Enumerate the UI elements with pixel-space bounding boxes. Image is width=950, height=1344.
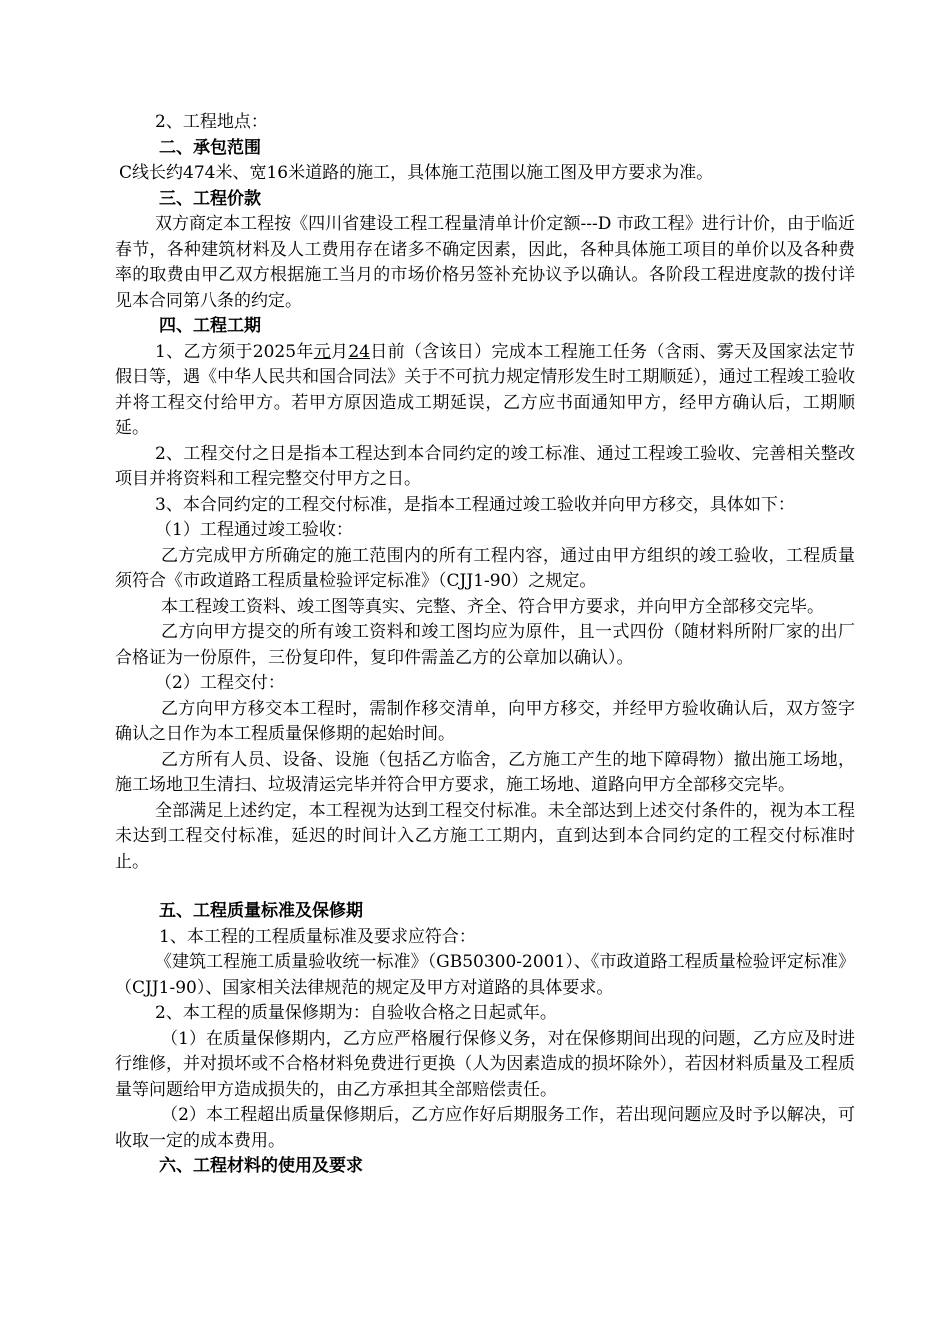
- paragraph: 乙方向甲方提交的所有竣工资料和竣工图均应为原件，且一式四份（随材料所附厂家的出厂合格证为一份原件，三份复印件，复印件需盖乙方的公章加以确认）。: [115, 622, 855, 668]
- paragraph: 乙方所有人员、设备、设施（包括乙方临舍，乙方施工产生的地下障碍物）撤出施工场地，施工场地卫生清扫、垃圾清运完毕并符合甲方要求，施工场地、道路向甲方全部移交完毕。: [115, 749, 855, 795]
- paragraph: 双方商定本工程按《四川省建设工程工程量清单计价定额---D 市政工程》进行计价，由于临近春节，各种建筑材料及人工费用存在诸多不确定因素，因此，各种具体施工项目的单价以及各种费率的取费由甲乙双方根据施工当月的市场价格另签补充协议予以确认。各阶段工程进度款的拨付详见本合同第八条的约定。: [115, 214, 855, 311]
- paragraph: C线长约474米、宽16米道路的施工，具体施工范围以施工图及甲方要求为准。: [119, 163, 714, 183]
- section-heading: 二、承包范围: [159, 137, 261, 158]
- paragraph: [115, 340, 855, 442]
- paragraph: 乙方完成甲方所确定的施工范围内的所有工程内容，通过由甲方组织的竣工验收，工程质量须符合《市政道路工程质量检验评定标准》（CJJ1-90）之规定。: [115, 545, 855, 591]
- section-heading: 四、工程工期: [159, 316, 261, 336]
- section-heading: 三、工程价款: [159, 188, 261, 209]
- paragraph: 全部满足上述约定，本工程视为达到工程交付标准。未全部达到上述交付条件的，视为本工程未达到工程交付标准，延迟的时间计入乙方施工工期内，直到达到本合同约定的工程交付标准时止。: [115, 800, 855, 872]
- paragraph: 1、本工程的工程质量标准及要求应符合：: [159, 926, 476, 947]
- section-heading: 五、工程质量标准及保修期: [159, 901, 363, 921]
- document-body: [115, 110, 855, 1180]
- section-heading: 六、工程材料的使用及要求: [159, 1156, 363, 1176]
- paragraph: 2、本工程的质量保修期为：自验收合格之日起贰年。: [155, 1003, 557, 1023]
- paragraph: 2、工程交付之日是指本工程达到本合同约定的竣工标准、通过工程竣工验收、完善相关整改项目并将资料和工程完整交付甲方之日。: [115, 443, 855, 489]
- paragraph: 3、本合同约定的工程交付标准，是指本工程通过竣工验收并向甲方移交，具体如下：: [155, 494, 795, 515]
- underlined-month: 元: [313, 341, 331, 362]
- paragraph: （1）工程通过竣工验收：: [155, 520, 353, 540]
- paragraph: 《建筑工程施工质量验收统一标准》（GB50300-2001）、《市政道路工程质量检验评定标准》（CJJ1-90）、国家相关法律规范的规定及甲方对道路的具体要求。: [115, 952, 855, 998]
- date-text: 1、乙方须于2025年: [155, 341, 314, 362]
- paragraph: （2）本工程超出质量保修期后，乙方应作好后期服务工作，若出现问题应及时予以解决，可收取一定的成本费用。: [115, 1105, 855, 1151]
- paragraph: 乙方向甲方移交本工程时，需制作移交清单，向甲方移交，并经甲方验收确认后，双方签字确认之日作为本工程质量保修期的起始时间。: [115, 698, 855, 744]
- underlined-day: 24: [348, 341, 370, 362]
- paragraph: （1）在质量保修期内，乙方应严格履行保修义务，对在保修期间出现的问题，乙方应及时进行维修，并对损坏或不合格材料免费进行更换（人为因素造成的损坏除外），若因材料质量及工程质量等问题给甲方造成损失的，由乙方承担其全部赔偿责任。: [115, 1028, 855, 1100]
- paragraph: 本工程竣工资料、竣工图等真实、完整、齐全、符合甲方要求，并向甲方全部移交完毕。: [161, 596, 824, 617]
- paragraph: 2、工程地点：: [155, 112, 268, 132]
- date-text: 日前（含该日）完成本工程施工任务（含雨、雾天及国家法定节假日等，遇《中华人民共和国合同法》关于不可抗力规定情形发生时工期顺延），通过工程竣工验收并将工程交付给甲方。若甲方原因造成工期延误，乙方应书面通知甲方，经甲方确认后，工期顺延。: [115, 341, 856, 438]
- date-text: 月: [331, 341, 349, 362]
- paragraph-spacer: [115, 875, 855, 899]
- paragraph: （2）工程交付：: [155, 673, 285, 693]
